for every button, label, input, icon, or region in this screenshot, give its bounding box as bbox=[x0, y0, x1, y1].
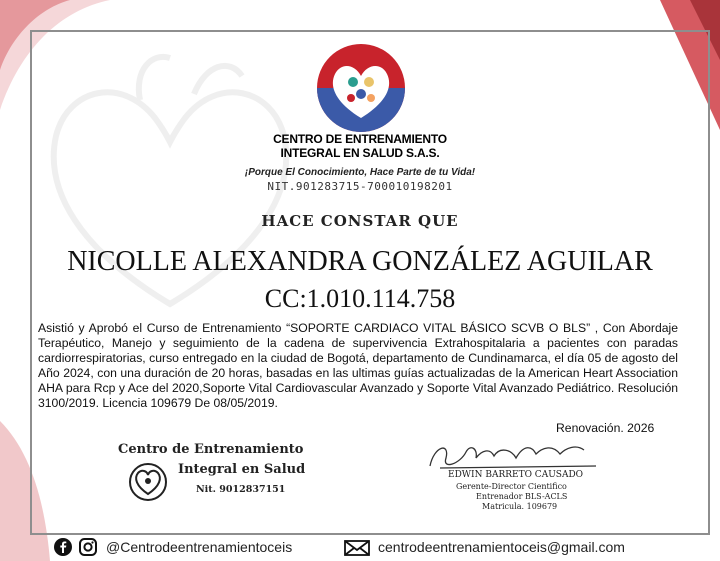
signatory-role-secondary: Entrenador BLS-ACLS bbox=[476, 492, 568, 501]
social-handle[interactable]: @Centrodeentrenamientoceis bbox=[106, 539, 293, 555]
stamp-heart-icon bbox=[128, 462, 168, 502]
heart-logo-icon bbox=[315, 42, 407, 134]
renewal-year: Renovación. 2026 bbox=[556, 421, 655, 435]
stamp-nit: Nit. 9012837151 bbox=[196, 484, 286, 495]
organization-stamp bbox=[118, 442, 318, 502]
recipient-name: NICOLLE ALEXANDRA GONZÁLEZ AGUILAR bbox=[67, 246, 653, 277]
signatory-name: EDWIN BARRETO CAUSADO bbox=[448, 470, 584, 480]
footer bbox=[0, 534, 720, 561]
organization-name-line2: INTEGRAL EN SALUD S.A.S. bbox=[280, 146, 440, 160]
organization-nit: NIT.901283715-700010198201 bbox=[267, 180, 453, 193]
organization-name bbox=[200, 132, 520, 160]
certificate-body: Asistió y Aprobó el Curso de Entrenamiento “SOPORTE CARDIACO VITAL BÁSICO SCVB O BLS” , Con Abordaje Terapéutico, Manejo y seguimiento de la cadena de supervivencia Extrahospitalaria a pacientes con paradas cardiorrespiratorias, curso entregado en la ciudad de Bogotá, departamento de Cundinamarca, el día 05 de agosto del Año 2024, con una duración de 20 horas, basadas en las ultimas guías actualizadas de la American Heart Association AHA para Rcp y Ace del 2020,Soporte Vital Cardiovascular Avanzado y Soporte Vital Avanzado Pediátrico. Resolución 3100/2019. Licencia 109679 De 08/05/2019. bbox=[38, 321, 678, 411]
recipient-id-number: CC:1.010.114.758 bbox=[264, 284, 456, 313]
signatory-registration: Matricula. 109679 bbox=[482, 502, 558, 511]
facebook-icon[interactable] bbox=[54, 538, 72, 556]
stamp-line1: Centro de Entrenamiento bbox=[118, 442, 304, 457]
contact-email[interactable]: centrodeentrenamientoceis@gmail.com bbox=[378, 539, 625, 555]
mail-icon bbox=[344, 540, 370, 556]
certificate-heading: HACE CONSTAR QUE bbox=[261, 212, 459, 230]
instagram-icon[interactable] bbox=[79, 538, 97, 556]
organization-slogan: ¡Porque El Conocimiento, Hace Parte de tu Vida! bbox=[244, 167, 476, 178]
stamp-line2: Integral en Salud bbox=[178, 462, 306, 477]
signatory-role: Gerente-Director Cientifico bbox=[456, 482, 567, 491]
organization-name-line1: CENTRO DE ENTRENAMIENTO bbox=[273, 132, 447, 146]
signature-block bbox=[420, 436, 610, 518]
